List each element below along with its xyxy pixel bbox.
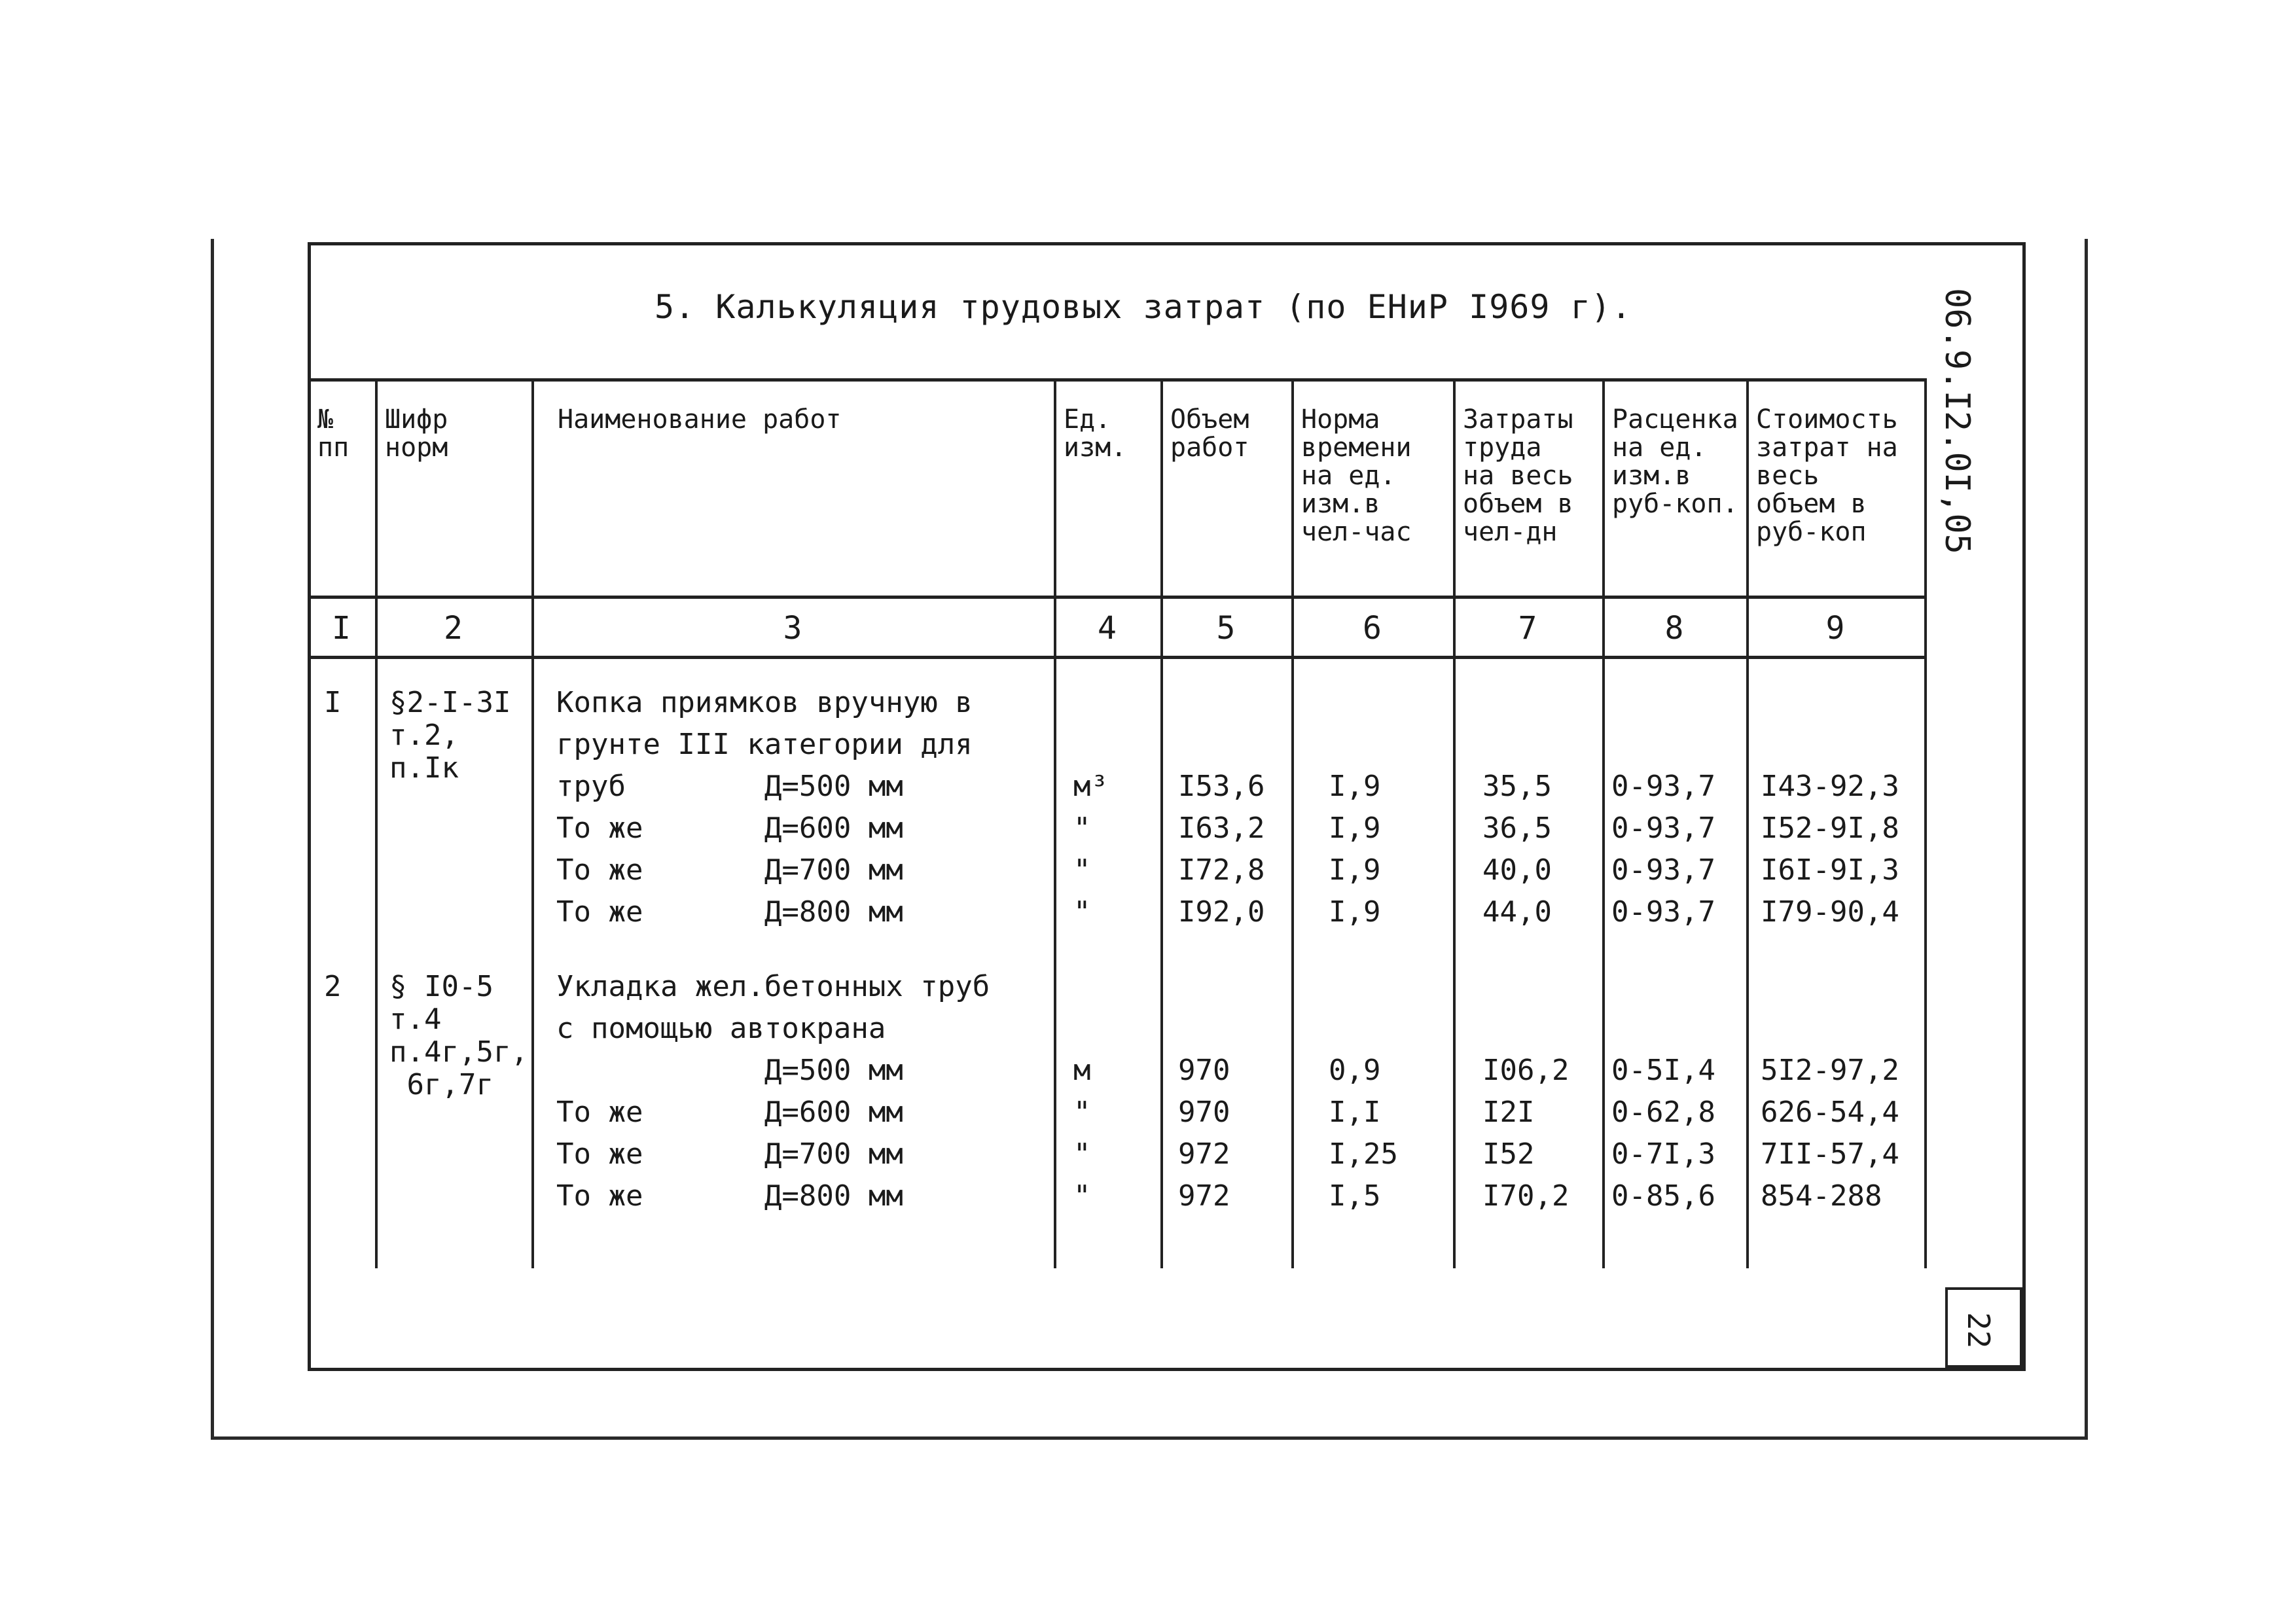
document-code: 06.9.I2.0I,05 (1937, 288, 1977, 554)
norm-code-line: т.4 (389, 1003, 442, 1036)
column-header: Ед. изм. (1064, 404, 1127, 463)
work-name: То же Д=700 мм (556, 853, 903, 887)
column-header: № пп (317, 404, 350, 463)
rate-cell: 0-5I,4 (1611, 1054, 1715, 1087)
column-header: Объем работ (1170, 404, 1249, 463)
volume-cell: 972 (1178, 1137, 1230, 1171)
column-header: Норма времени на ед. изм.в чел-час (1301, 404, 1412, 547)
work-name: То же Д=800 мм (556, 1179, 903, 1213)
column-rule (531, 378, 534, 1268)
norm-cell: I,25 (1329, 1137, 1398, 1171)
norm-cell: I,9 (1329, 895, 1381, 929)
cost-cell: 626-54,4 (1761, 1096, 1899, 1129)
column-number: 4 (1098, 610, 1117, 647)
table-top-rule (308, 378, 1924, 382)
norm-code-line: 6г,7г (389, 1068, 493, 1101)
column-number: 5 (1216, 610, 1236, 647)
row-index: 2 (324, 970, 342, 1003)
norm-code-line: п.4г,5г, (389, 1035, 528, 1069)
rate-cell: 0-93,7 (1611, 812, 1715, 845)
rate-cell: 0-93,7 (1611, 853, 1715, 887)
labor-cell: I70,2 (1482, 1179, 1570, 1213)
volume-cell: 972 (1178, 1179, 1230, 1213)
page-number: 22 (1961, 1312, 1996, 1349)
labor-cell: 35,5 (1482, 770, 1552, 803)
norm-code-line: §2-I-3I (389, 686, 511, 719)
column-number: 8 (1664, 610, 1684, 647)
cost-cell: I43-92,3 (1761, 770, 1899, 803)
work-name: труб Д=500 мм (556, 770, 903, 803)
norm-cell: 0,9 (1329, 1054, 1381, 1087)
rate-cell: 0-85,6 (1611, 1179, 1715, 1213)
cost-cell: 854-288 (1761, 1179, 1882, 1213)
norm-cell: I,I (1329, 1096, 1381, 1129)
labor-cell: I06,2 (1482, 1054, 1570, 1087)
unit-cell: " (1073, 853, 1091, 887)
norm-cell: I,9 (1329, 812, 1381, 845)
rate-cell: 0-93,7 (1611, 895, 1715, 929)
cost-cell: I79-90,4 (1761, 895, 1899, 929)
labor-cell: 44,0 (1482, 895, 1552, 929)
column-number: 7 (1518, 610, 1537, 647)
column-header: Наименование работ (558, 404, 842, 435)
rate-cell: 0-62,8 (1611, 1096, 1715, 1129)
column-number: 3 (783, 610, 802, 647)
column-number: 6 (1363, 610, 1382, 647)
volume-cell: I72,8 (1178, 853, 1265, 887)
norm-cell: I,5 (1329, 1179, 1381, 1213)
unit-cell: " (1073, 895, 1091, 929)
labor-cell: I2I (1482, 1096, 1535, 1129)
volume-cell: I92,0 (1178, 895, 1265, 929)
rate-cell: 0-7I,3 (1611, 1137, 1715, 1171)
column-rule (375, 378, 378, 1268)
header-bottom-rule (308, 596, 1924, 599)
work-name: То же Д=800 мм (556, 895, 903, 929)
column-rule (1160, 378, 1163, 1268)
labor-cell: 40,0 (1482, 853, 1552, 887)
column-header: Стоимость затрат на весь объем в руб-коп (1756, 404, 1898, 547)
volume-cell: I63,2 (1178, 812, 1265, 845)
page-title: 5. Калькуляция трудовых затрат (по ЕНиР I969 г). (655, 288, 1632, 326)
unit-cell: " (1073, 812, 1091, 845)
labor-cell: 36,5 (1482, 812, 1552, 845)
cost-cell: 5I2-97,2 (1761, 1054, 1899, 1087)
colnum-bottom-rule (308, 656, 1924, 659)
outer-border-right (2085, 239, 2088, 1440)
work-name: То же Д=600 мм (556, 812, 903, 845)
work-title-line: с помощью автокрана (556, 1012, 886, 1045)
column-rule (1746, 378, 1749, 1268)
volume-cell: 970 (1178, 1054, 1230, 1087)
column-number: 9 (1825, 610, 1845, 647)
unit-cell: " (1073, 1137, 1091, 1171)
cost-cell: I52-9I,8 (1761, 812, 1899, 845)
labor-cell: I52 (1482, 1137, 1535, 1171)
cost-cell: I6I-9I,3 (1761, 853, 1899, 887)
work-title-line: грунте III категории для (556, 728, 973, 761)
column-rule (1602, 378, 1605, 1268)
volume-cell: I53,6 (1178, 770, 1265, 803)
column-number: I (332, 610, 351, 647)
column-rule (1453, 378, 1456, 1268)
work-name: Д=500 мм (556, 1054, 903, 1087)
unit-cell: " (1073, 1096, 1091, 1129)
volume-cell: 970 (1178, 1096, 1230, 1129)
work-title-line: Укладка жел.бетонных труб (556, 970, 990, 1003)
norm-cell: I,9 (1329, 853, 1381, 887)
column-header: Шифр норм (385, 404, 448, 463)
column-rule (1291, 378, 1294, 1268)
column-rule (1054, 378, 1056, 1268)
column-header: Расценка на ед. изм.в руб-коп. (1612, 404, 1738, 519)
outer-border-bottom (211, 1436, 2088, 1440)
column-header: Затраты труда на весь объем в чел-дн (1463, 404, 1573, 547)
norm-code-line: т.2, (389, 719, 459, 752)
norm-code-line: § I0-5 (389, 970, 493, 1003)
column-number: 2 (444, 610, 463, 647)
unit-cell: " (1073, 1179, 1091, 1213)
unit-cell: м³ (1073, 770, 1108, 803)
rate-cell: 0-93,7 (1611, 770, 1715, 803)
unit-cell: м (1073, 1054, 1091, 1087)
norm-cell: I,9 (1329, 770, 1381, 803)
row-index: I (324, 686, 342, 719)
work-name: То же Д=700 мм (556, 1137, 903, 1171)
cost-cell: 7II-57,4 (1761, 1137, 1899, 1171)
norm-code-line: п.Iк (389, 751, 459, 785)
work-title-line: Копка приямков вручную в (556, 686, 973, 719)
outer-border-left (211, 239, 214, 1440)
column-rule (1924, 378, 1927, 1268)
work-name: То же Д=600 мм (556, 1096, 903, 1129)
